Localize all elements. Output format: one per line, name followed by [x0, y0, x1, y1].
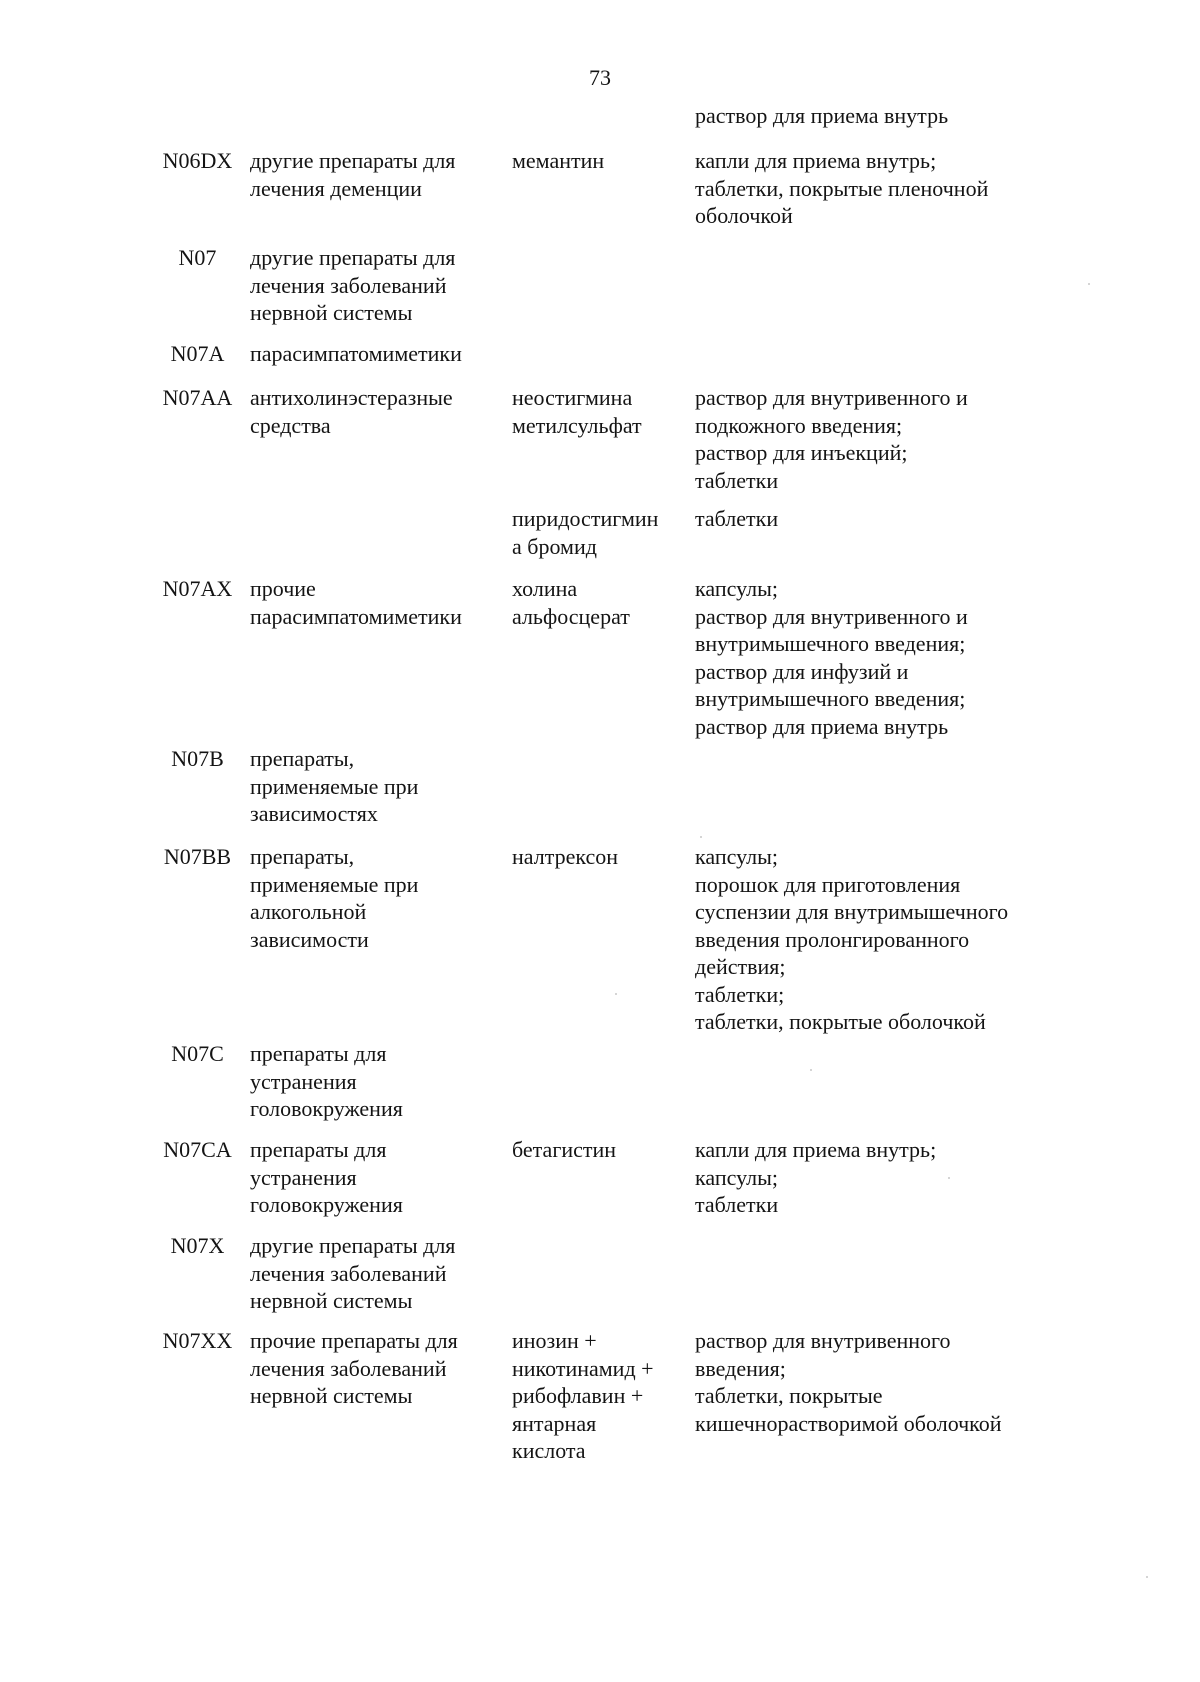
dosage-form: капли для приема внутрь; таблетки, покрытые пленочной оболочкой: [695, 148, 989, 228]
drug-name: инозин + никотинамид + рибофлавин + янтарная кислота: [512, 1328, 654, 1463]
page-number: 73: [589, 65, 611, 90]
anatomical-therapeutic-group: другие препараты для лечения деменции: [250, 148, 456, 201]
anatomical-therapeutic-group: другие препараты для лечения заболеваний нервной системы: [250, 245, 456, 325]
anatomical-therapeutic-group: препараты, применяемые при алкогольной зависимости: [250, 844, 419, 952]
anatomical-therapeutic-group: прочие парасимпатомиметики: [250, 576, 462, 629]
dosage-form: капсулы; порошок для приготовления суспензии для внутримышечного введения пролонгированного действия; таблетки; таблетки, покрытые оболочкой: [695, 844, 1009, 1034]
anatomical-therapeutic-group: антихолинэстеразные средства: [250, 385, 453, 438]
anatomical-therapeutic-group: другие препараты для лечения заболеваний нервной системы: [250, 1233, 456, 1313]
atc-code: N07CA: [163, 1137, 232, 1162]
anatomical-therapeutic-group: препараты для устранения головокружения: [250, 1137, 403, 1217]
dosage-form: раствор для внутривенного введения; таблетки, покрытые кишечнорастворимой оболочкой: [695, 1328, 1002, 1436]
scan-speck: [1088, 283, 1090, 285]
scan-speck: [948, 1177, 950, 1179]
atc-code: N07AX: [162, 576, 233, 601]
atc-code: N07C: [171, 1041, 224, 1066]
scan-speck: [810, 1069, 812, 1071]
drug-name: налтрексон: [512, 844, 619, 869]
dosage-form: раствор для внутривенного и подкожного введения; раствор для инъекций; таблетки: [695, 385, 968, 493]
scan-speck: [700, 836, 702, 838]
dosage-form: капли для приема внутрь; капсулы; таблетки: [695, 1137, 937, 1217]
anatomical-therapeutic-group: прочие препараты для лечения заболеваний нервной системы: [250, 1328, 458, 1408]
anatomical-therapeutic-group: парасимпатомиметики: [250, 341, 462, 366]
drug-name: неостигмина метилсульфат: [512, 385, 642, 438]
anatomical-therapeutic-group: препараты для устранения головокружения: [250, 1041, 403, 1121]
atc-code: N07XX: [162, 1328, 233, 1353]
atc-code: N07: [178, 245, 217, 270]
atc-code: N07X: [170, 1233, 225, 1258]
atc-code: N07BB: [163, 844, 232, 869]
scan-speck: [1146, 1576, 1148, 1578]
dosage-form: таблетки: [695, 506, 779, 531]
scan-speck: [615, 993, 617, 995]
atc-code: N07AA: [162, 385, 233, 410]
dosage-form: капсулы; раствор для внутривенного и внутримышечного введения; раствор для инфузий и внутримышечного введения; раствор для приема внутрь: [695, 576, 968, 739]
atc-code: N07A: [170, 341, 225, 366]
drug-name: мемантин: [512, 148, 605, 173]
drug-name: бетагистин: [512, 1137, 617, 1162]
atc-code: N06DX: [162, 148, 233, 173]
drug-name: пиридостигмин а бромид: [512, 506, 659, 559]
drug-name: холина альфосцерат: [512, 576, 630, 629]
atc-code: N07B: [171, 746, 224, 771]
anatomical-therapeutic-group: препараты, применяемые при зависимостях: [250, 746, 419, 826]
dosage-form: раствор для приема внутрь: [695, 103, 949, 128]
